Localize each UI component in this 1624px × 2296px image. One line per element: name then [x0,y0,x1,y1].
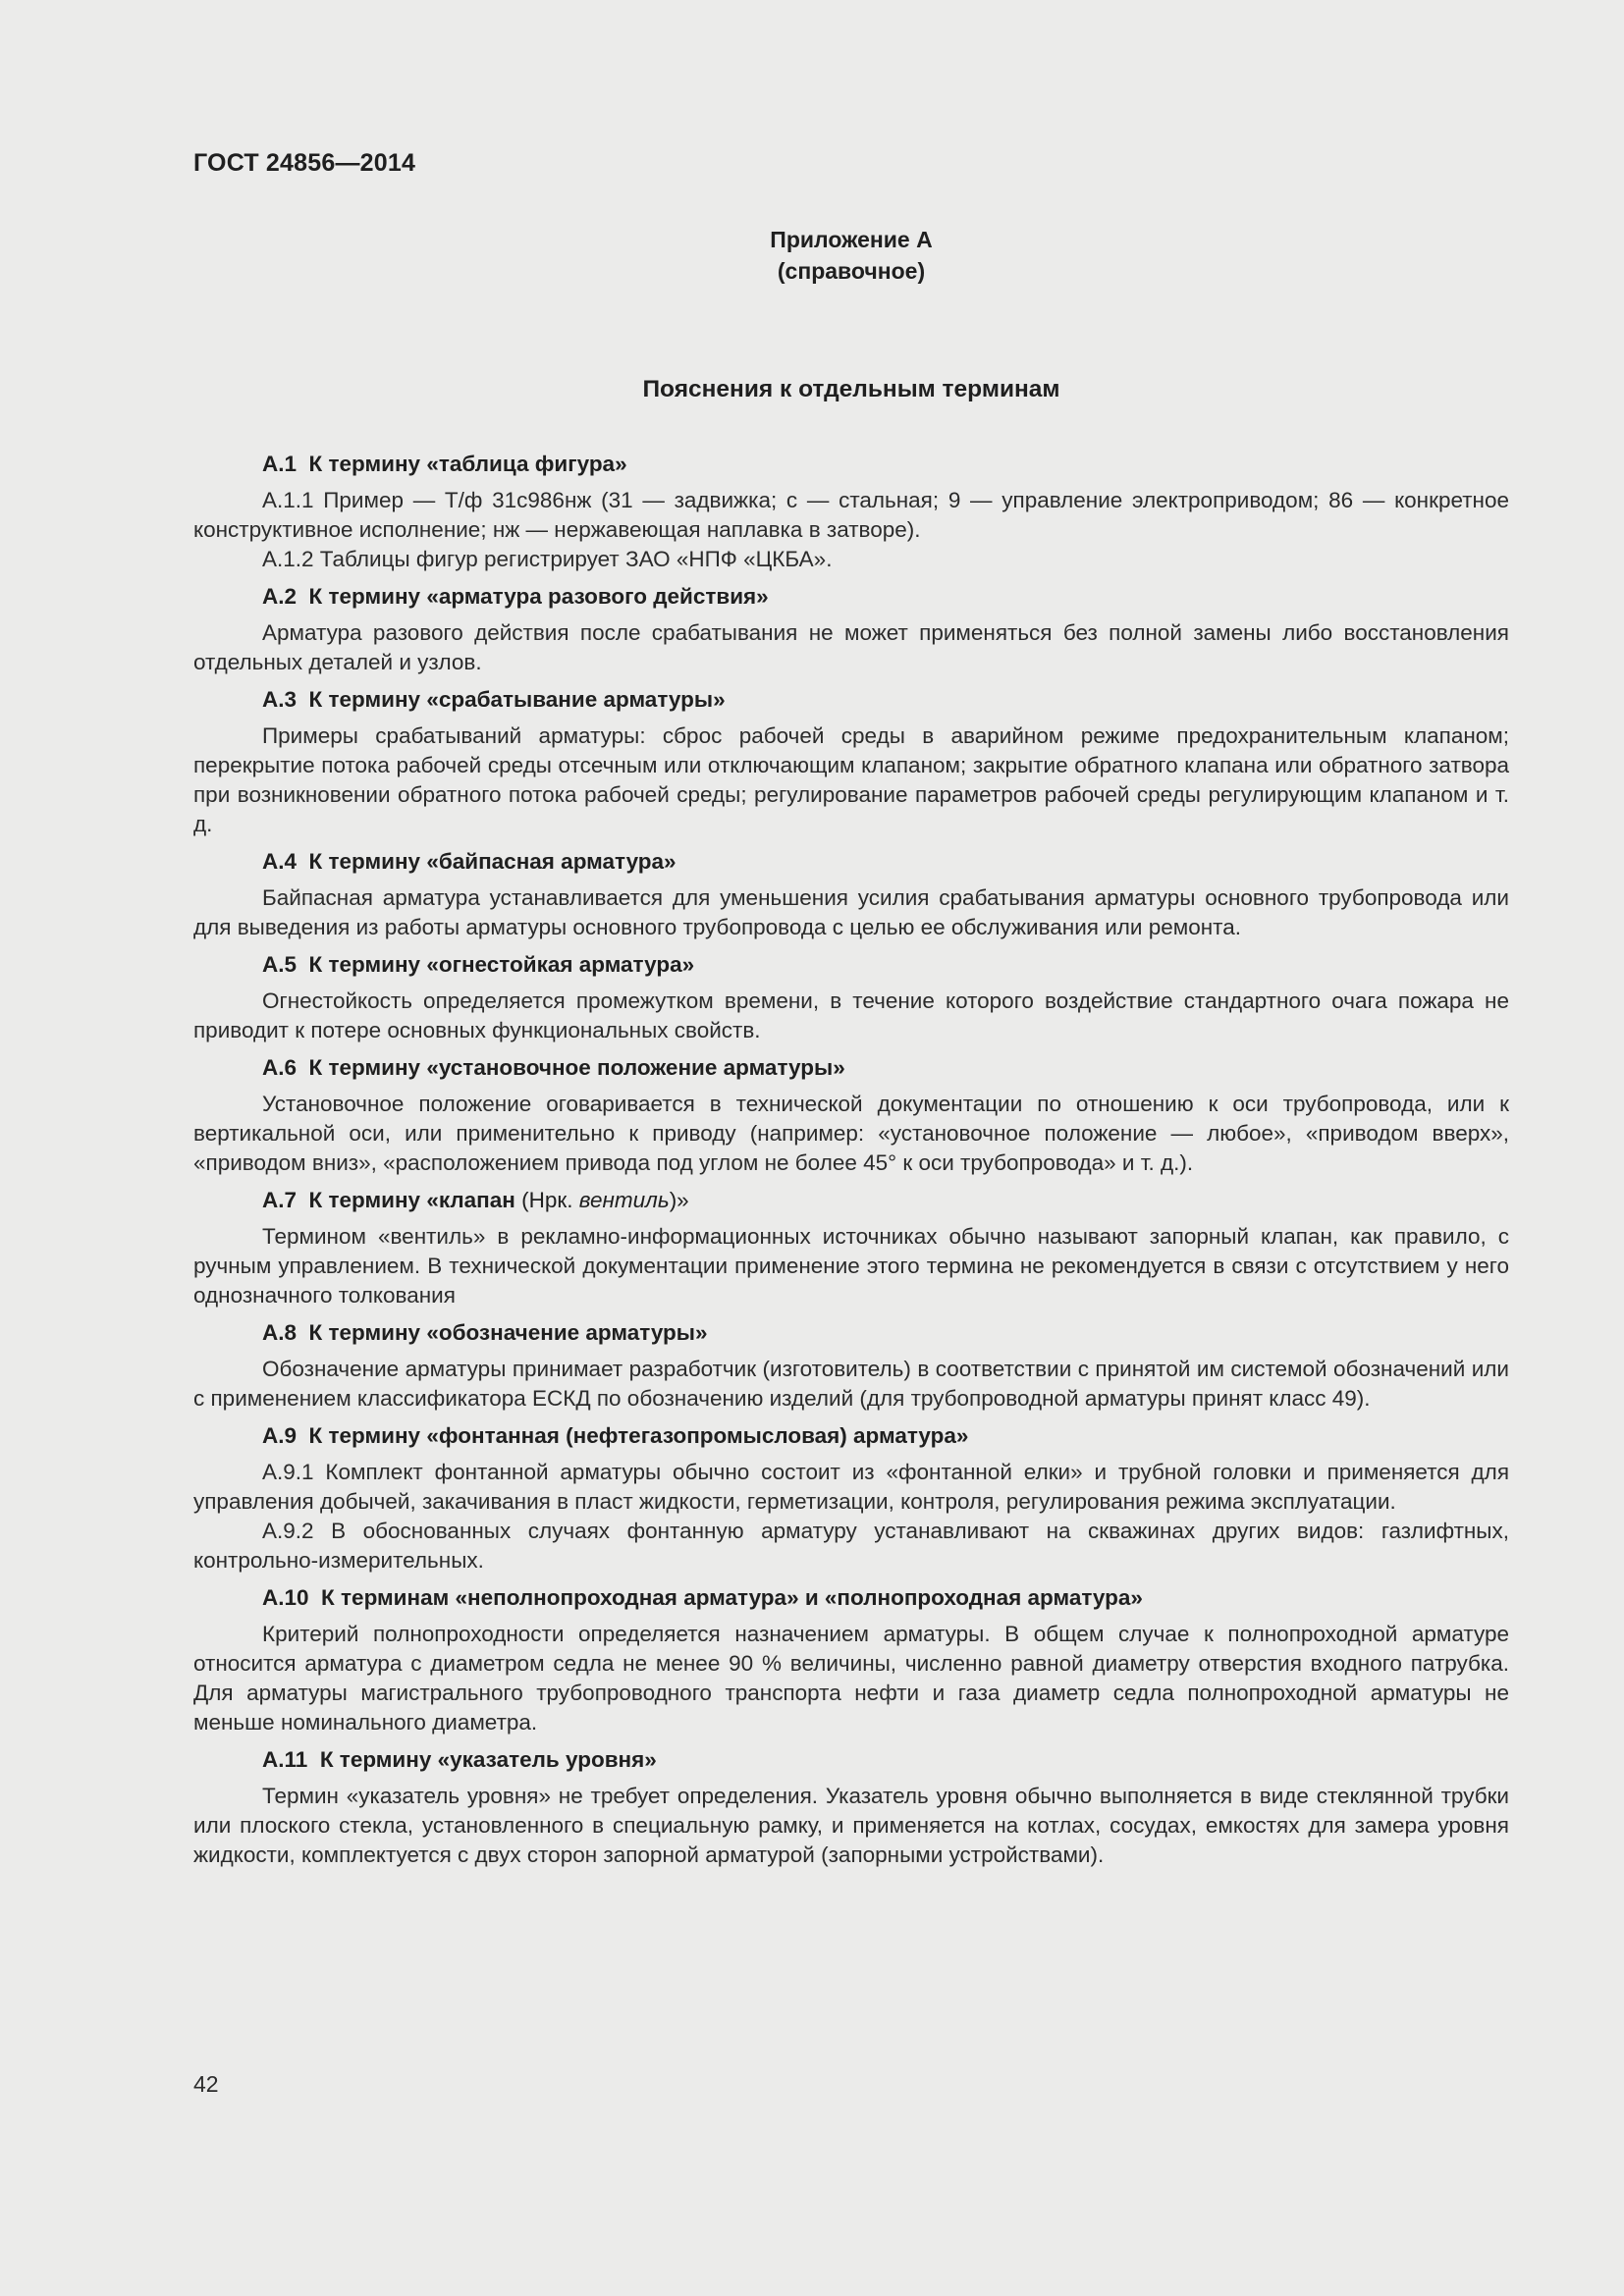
section-heading-tail: )» [669,1188,689,1212]
section-number: А.5 [262,952,298,977]
section-heading-text: К термину «установочное положение арматуры» [308,1055,845,1080]
section-number: А.3 [262,687,298,712]
section-heading [193,950,1509,980]
section-heading-text: К терминам «неполнопроходная арматура» и «полнопроходная арматура» [321,1585,1143,1610]
section-heading-text: К термину «арматура разового действия» [308,584,769,609]
section-number: А.1 [262,452,298,476]
paragraph: Огнестойкость определяется промежутком времени, в течение которого воздействие стандартного очага пожара не приводит к потере основных функциональных свойств. [193,988,1509,1042]
section-a6 [193,1053,1509,1178]
section-a11 [193,1745,1509,1870]
page-number: 42 [193,2071,219,2097]
section-heading-note: (Нрк. [514,1188,579,1212]
section-a5 [193,950,1509,1045]
section-heading [193,1745,1509,1775]
appendix-label [193,224,1509,287]
section-heading-text: К термину «указатель уровня» [319,1747,657,1772]
section-a3 [193,685,1509,839]
section-heading [193,1583,1509,1613]
paragraph: А.1.2 Таблицы фигур регистрирует ЗАО «НПФ «ЦКБА». [262,547,833,571]
section-heading [193,1421,1509,1451]
section-number: А.10 [262,1585,309,1610]
section-heading-text: К термину «байпасная арматура» [308,849,677,874]
section-heading [193,847,1509,877]
paragraph: Примеры срабатываний арматуры: сброс рабочей среды в аварийном режиме предохранительным клапаном; перекрытие потока рабочей среды отсечным или отключающим клапаном; закрытие обратного клапана или обратного затвора при возникновении обратного потока рабочей среды; регулирование параметров рабочей среды регулирующим клапаном и т. д. [193,723,1509,836]
section-heading [193,582,1509,612]
section-a4 [193,847,1509,942]
section-heading [193,450,1509,479]
section-number: А.6 [262,1055,298,1080]
section-heading-deprecated-term: вентиль [578,1188,670,1212]
section-a2 [193,582,1509,677]
section-heading [193,685,1509,715]
paragraph: Байпасная арматура устанавливается для уменьшения усилия срабатывания арматуры основного трубопровода или для выведения из работы арматуры основного трубопровода с целью ее обслуживания или ремонта. [193,885,1509,939]
paragraph: Установочное положение оговаривается в технической документации по отношению к оси трубопровода, или к вертикальной оси, или применительно к приводу (например: «установочное положение — любое», «приводом вверх», «приводом вниз», «расположением привода под углом не более 45° к оси трубопровода» и т. д.). [193,1092,1509,1175]
section-number: А.7 [262,1188,298,1212]
section-heading-text: К термину «огнестойкая арматура» [308,952,695,977]
section-a9 [193,1421,1509,1575]
section-heading-text: К термину «срабатывание арматуры» [308,687,726,712]
document-designation: ГОСТ 24856—2014 [193,149,416,177]
section-heading [193,1053,1509,1083]
section-a10 [193,1583,1509,1737]
section-heading-text: К термину «фонтанная (нефтегазопромысловая) арматура» [308,1423,969,1448]
section-number: А.11 [262,1747,308,1772]
section-number: А.8 [262,1320,298,1345]
paragraph: Термин «указатель уровня» не требует определения. Указатель уровня обычно выполняется в виде стеклянной трубки или плоского стекла, установленного в специальную рамку, и применяется на котлах, сосудах, емкостях для замера уровня жидкости, комплектуется с двух сторон запорной арматурой (запорными устройствами). [193,1784,1509,1867]
section-number: А.4 [262,849,298,874]
paragraph: А.9.1 Комплект фонтанной арматуры обычно состоит из «фонтанной елки» и трубной головки и применяется для управления добычей, закачивания в пласт жидкости, герметизации, контроля, регулирования режима эксплуатации. [193,1460,1509,1514]
section-a1 [193,450,1509,574]
section-heading-text: К термину «клапан [308,1188,515,1212]
terms-explanations [193,450,1509,1870]
page-title: Пояснения к отдельным терминам [642,376,1060,402]
section-heading-text: К термину «обозначение арматуры» [308,1320,708,1345]
section-number: А.9 [262,1423,298,1448]
appendix-title: Приложение А [770,227,933,252]
section-heading [193,1186,1509,1215]
section-a7 [193,1186,1509,1310]
section-a8 [193,1318,1509,1414]
paragraph: Критерий полнопроходности определяется назначением арматуры. В общем случае к полнопроходной арматуре относится арматура с диаметром седла не менее 90 % величины, численно равной диаметру отверстия входного патрубка. Для арматуры магистрального трубопроводного транспорта нефти и газа диаметр седла полнопроходной арматуры не меньше номинального диаметра. [193,1622,1509,1735]
paragraph: Арматура разового действия после срабатывания не может применяться без полной замены либо восстановления отдельных деталей и узлов. [193,620,1509,674]
paragraph: Обозначение арматуры принимает разработчик (изготовитель) в соответствии с принятой им системой обозначений или с применением классификатора ЕСКД по обозначению изделий (для трубопроводной арматуры принят класс 49). [193,1357,1509,1411]
section-heading-text: К термину «таблица фигура» [308,452,627,476]
section-heading [193,1318,1509,1348]
paragraph: А.1.1 Пример — Т/ф 31с986нж (31 — задвижка; с — стальная; 9 — управление электроприводом; 86 — конкретное конструктивное исполнение; нж — нержавеющая наплавка в затворе). [193,488,1509,542]
section-number: А.2 [262,584,298,609]
appendix-type: (справочное) [777,258,926,284]
paragraph: А.9.2 В обоснованных случаях фонтанную арматуру устанавливают на скважинах других видов: газлифтных, контрольно-измерительных. [193,1519,1509,1573]
paragraph: Термином «вентиль» в рекламно-информационных источниках обычно называют запорный клапан, как правило, с ручным управлением. В технической документации применение этого термина не рекомендуется в связи с отсутствием у него однозначного толкования [193,1224,1509,1308]
